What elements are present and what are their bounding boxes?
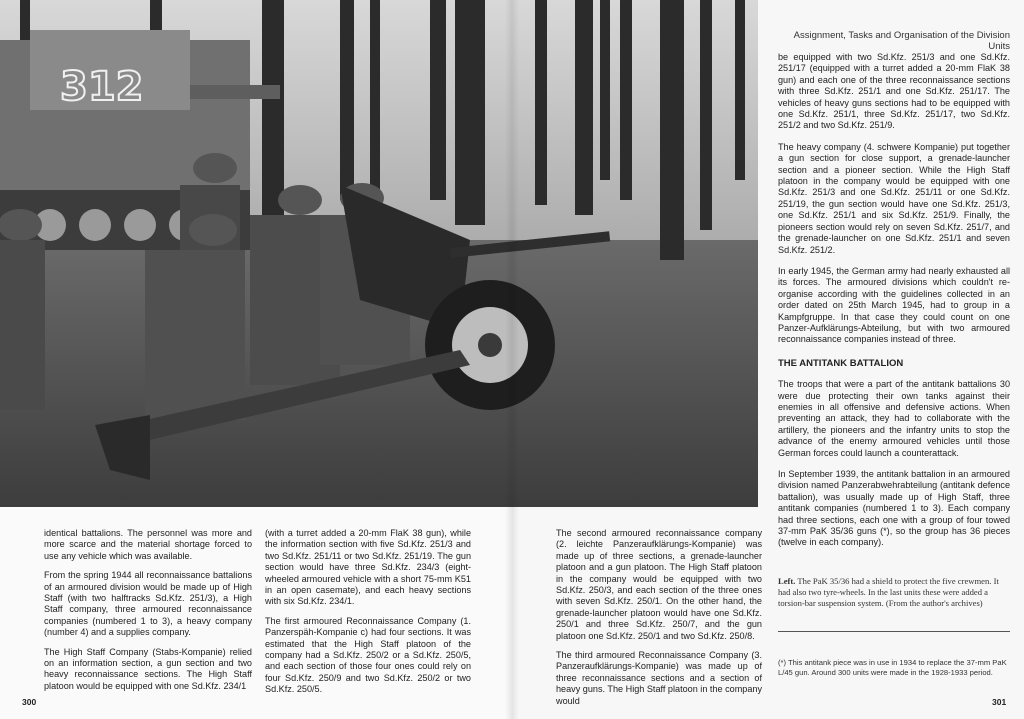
paragraph: In early 1945, the German army had nearly exhausted all its forces. The armoured divisions which couldn't re-organise according with the guidelines collected in an order dated on 25th March 1945, had to group in a Kampfgruppe. In that case they could count on one Panzer-Aufklärungs-Abteilung, but with two armoured reconnaissance companies instead of three. [778, 265, 1010, 345]
footnote: (*) This antitank piece was in use in 1934 to replace the 37-mm PaK L/45 gun. Around 300 units were made in the 1928-1933 period. [778, 658, 1007, 677]
paragraph: In September 1939, the antitank battalion in an armoured division named Panzerabwehrabteilung (antitank defence battalion), was usually made up of High Staff, three antitank companies (numbered 1 to 3). Each company had three sections, each one with a group of four towed 37-mm PaK 35/36 guns (*), so the group has 36 pieces (twelve in each company). [778, 469, 1010, 548]
caption-lead: Left. [778, 576, 796, 586]
paragraph: The High Staff Company (Stabs-Kompanie) relied on an information section, a gun section and two heavy reconnaissance sections. The High Staff platoon would be equipped with one Sd.Kfz. 234/1 [44, 646, 252, 691]
paragraph: The troops that were a part of the antitank battalions 30 were due protecting their own tanks against their enemies in all offensive and defensive actions. When preventing an attack, they had to collaborate with the artillery, the pioneers and the infantry units to stop the advance of the enemy armoured vehicles until those German forces could launch a counterattack. [778, 379, 1010, 458]
section-heading: THE ANTITANK BATTALION [778, 357, 904, 369]
page-number-right: 301 [992, 697, 1007, 707]
paragraph: The second armoured reconnaissance company (2. leichte Panzeraufklärungs-Kompanie) was made up of three sections, a grenade-launcher platoon and a gun platoon. The High Staff platoon in the company would be equipped with two Sd.Kfz. 250/3, and each section of the three ones with seven Sd.Kfz. 250/1. On the other hand, the grenade-launcher platoon would have one Sd.Kfz. 250/1 and three Sd.Kfz. 250/7, and the gun platoon one Sd.Kfz. 250/1 and two Sd.Kfz. 250/8. [556, 528, 762, 641]
left-column-1 [44, 528, 252, 700]
running-head: Assignment, Tasks and Organisation of the Division Units [793, 30, 1010, 52]
right-column-2 [778, 52, 1010, 559]
paragraph: The third armoured Reconnaissance Company (3. Panzeraufklärungs-Kompanie) was made up of three reconnaissance sections and a section of heavy guns. The High Staff platoon in the company would [556, 650, 762, 706]
caption-text: The PaK 35/36 had a shield to protect the five crewmen. It had also two tyre-wheels. In the last units these were added a torsion-bar suspension system. (From the author's archives) [778, 576, 999, 608]
paragraph: From the spring 1944 all reconnaissance battalions of an armoured division would be made up of High Staff (with two halftracks Sd.Kfz. 251/3), a High Staff company, three armoured reconnaissance companies (numbered 1 to 3), a heavy company (number 4) and a supplies company. [44, 570, 252, 638]
page-gutter [505, 0, 519, 719]
paragraph: (with a turret added a 20-mm FlaK 38 gun), while the information section with five Sd.Kfz. 251/3 and two Sd.Kfz. 251/11 or two Sd.Kfz. 251/19. The gun section would have three Sd.Kfz. 234/3 (eight-wheeled armoured vehicle with a short 75-mm K51 in an open casemate), and each heavy sections with six Sd.Kfz. 234/1. [265, 528, 471, 607]
svg-text:312: 312 [60, 64, 144, 110]
paragraph: be equipped with two Sd.Kfz. 251/3 and one Sd.Kfz. 251/17 (equipped with a turret added a 20-mm FlaK 38 gun) and each one of the three reconnaissance sections with three Sd.Kfz. 251/1 and one Sd.Kfz. 251/17. The vehicles of heavy guns sections had to be equipped with one Sd.Kfz. 251/1, three Sd.Kfz. 251/17, two Sd.Kfz. 251/2 and two Sd.Kfz. 251/9. [778, 52, 1010, 131]
page-number-left: 300 [22, 697, 37, 707]
paragraph: identical battalions. The personnel was more and more scarce and the material shortage forced to use any vehicle which was available. [44, 528, 252, 561]
footnote-divider [778, 631, 1010, 632]
right-column-1 [556, 528, 762, 715]
left-column-2 [265, 528, 471, 704]
paragraph: The first armoured Reconnaissance Company (1. Panzerspäh-Kompanie c) had four sections. It was estimated that the High Staff platoon of the company had a Sd.Kfz. 250/2 or a Sd.Kfz. 250/5, and each section of those four ones could rely on four Sd.Kfz. 250/9 and two Sd.Kfz. 250/2 or two Sd.Kfz. 250/5. [265, 615, 471, 695]
paragraph: The heavy company (4. schwere Kompanie) put together a gun section for close support, a grenade-launcher section and a pioneer section. While the High Staff platoon in the company would be equipped with one Sd.Kfz. 251/3 and one Sd.Kfz. 251/11 or one Sd.Kfz. 251/19, the gun section would have one Sd.Kfz. 251/3, one Sd.Kfz. 251/1 and six Sd.Kfz. 251/9. Finally, the pioneers section would rely on seven Sd.Kfz. 251/7, and the grenade-launcher on one Sd.Kfz. 251/1 and seven Sd.Kfz. 251/2. [778, 141, 1010, 255]
photo-caption [778, 576, 1010, 609]
